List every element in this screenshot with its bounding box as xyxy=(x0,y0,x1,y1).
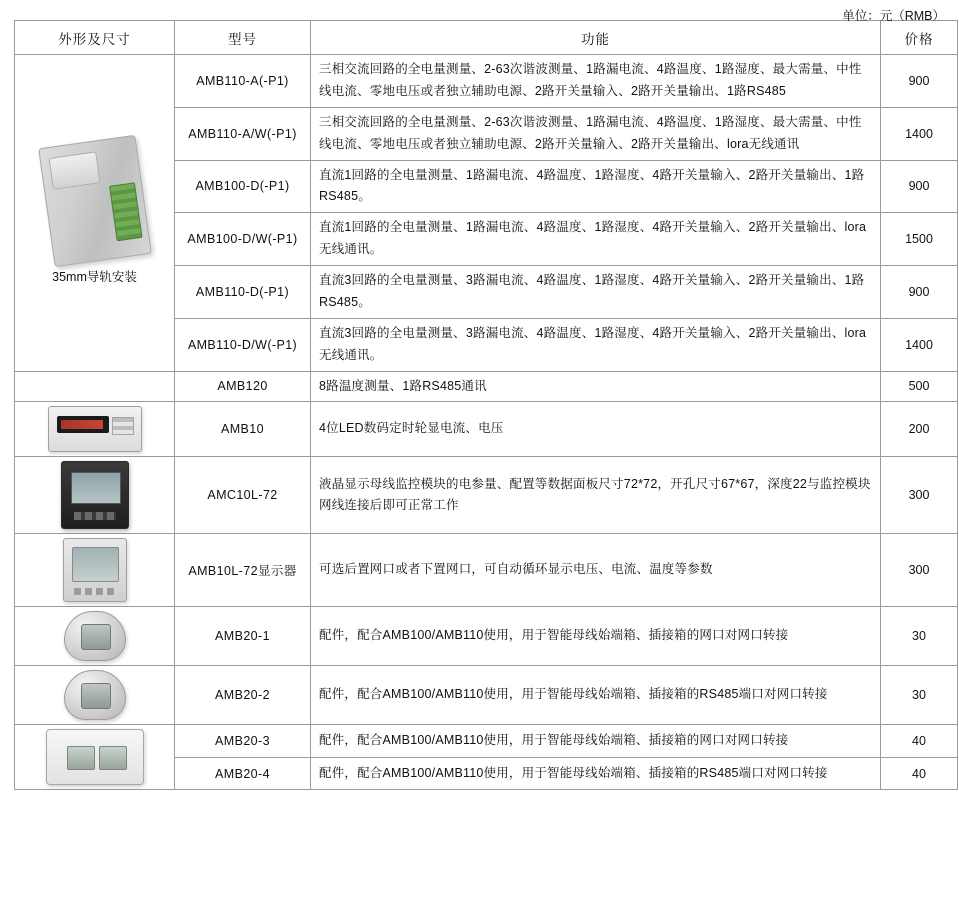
price-cell: 1400 xyxy=(881,318,958,371)
function-cell: 直流1回路的全电量测量、1路漏电流、4路温度、1路湿度、4路开关量输入、2路开关量输出、lora无线通讯。 xyxy=(311,213,881,266)
table-row xyxy=(15,402,958,457)
button-row-icon xyxy=(112,417,134,435)
round-adapter-icon xyxy=(64,611,126,661)
price-cell: 30 xyxy=(881,607,958,666)
function-cell: 直流1回路的全电量测量、1路漏电流、4路温度、1路湿度、4路开关量输入、2路开关量输出、1路RS485。 xyxy=(311,160,881,213)
model-cell: AMB110-A/W(-P1) xyxy=(175,107,311,160)
product-image-blank xyxy=(15,371,175,402)
product-image-round-adapter-1 xyxy=(15,607,175,666)
dual-port-box-icon xyxy=(46,729,144,785)
network-port-icon xyxy=(67,746,95,770)
model-cell: AMB120 xyxy=(175,371,311,402)
price-cell: 500 xyxy=(881,371,958,402)
model-cell: AMB20-2 xyxy=(175,666,311,725)
function-cell: 8路温度测量、1路RS485通讯 xyxy=(311,371,881,402)
product-image-led-panel-meter xyxy=(15,402,175,457)
table-row xyxy=(15,55,958,108)
table-row xyxy=(15,534,958,607)
price-cell: 40 xyxy=(881,757,958,790)
product-image-din-rail-module xyxy=(15,55,175,372)
model-cell: AMB10 xyxy=(175,402,311,457)
table-row xyxy=(15,607,958,666)
product-image-dark-lcd-meter xyxy=(15,457,175,534)
column-header-function: 功能 xyxy=(311,21,881,55)
function-cell: 配件，配合AMB100/AMB110使用，用于智能母线始端箱、插接箱的网口对网口转接 xyxy=(311,607,881,666)
function-cell: 4位LED数码定时轮显电流、电压 xyxy=(311,402,881,457)
product-image-light-lcd-meter xyxy=(15,534,175,607)
function-cell: 直流3回路的全电量测量、3路漏电流、4路温度、1路湿度、4路开关量输入、2路开关量输出、1路RS485。 xyxy=(311,266,881,319)
function-cell: 配件，配合AMB100/AMB110使用，用于智能母线始端箱、插接箱的RS485端口对网口转接 xyxy=(311,666,881,725)
table-row xyxy=(15,666,958,725)
price-cell: 1400 xyxy=(881,107,958,160)
model-cell: AMB20-4 xyxy=(175,757,311,790)
led-screen-icon xyxy=(57,416,109,433)
function-cell: 可选后置网口或者下置网口，可自动循环显示电压、电流、温度等参数 xyxy=(311,534,881,607)
function-cell: 配件，配合AMB100/AMB110使用，用于智能母线始端箱、插接箱的RS485端口对网口转接 xyxy=(311,757,881,790)
price-cell: 30 xyxy=(881,666,958,725)
table-row xyxy=(15,457,958,534)
light-lcd-meter-icon xyxy=(63,538,127,602)
model-cell: AMB10L-72显示器 xyxy=(175,534,311,607)
price-cell: 40 xyxy=(881,725,958,758)
price-cell: 900 xyxy=(881,55,958,108)
price-cell: 900 xyxy=(881,266,958,319)
network-port-icon xyxy=(99,746,127,770)
product-image-dual-port-box xyxy=(15,725,175,790)
dark-lcd-meter-icon xyxy=(61,461,129,529)
column-header-price: 价格 xyxy=(881,21,958,55)
model-cell: AMB110-D/W(-P1) xyxy=(175,318,311,371)
function-cell: 配件，配合AMB100/AMB110使用，用于智能母线始端箱、插接箱的网口对网口转接 xyxy=(311,725,881,758)
model-cell: AMB110-D(-P1) xyxy=(175,266,311,319)
price-cell: 1500 xyxy=(881,213,958,266)
model-cell: AMB110-A(-P1) xyxy=(175,55,311,108)
column-header-model: 型号 xyxy=(175,21,311,55)
table-header-row xyxy=(15,21,958,55)
din-rail-module-icon xyxy=(38,135,152,267)
product-image-round-adapter-2 xyxy=(15,666,175,725)
model-cell: AMB100-D/W(-P1) xyxy=(175,213,311,266)
function-cell: 液晶显示母线监控模块的电参量、配置等数据面板尺寸72*72，开孔尺寸67*67，深度22与监控模块网线连接后即可正常工作 xyxy=(311,457,881,534)
column-header-appearance: 外形及尺寸 xyxy=(15,21,175,55)
table-row xyxy=(15,371,958,402)
price-cell: 200 xyxy=(881,402,958,457)
model-cell: AMB100-D(-P1) xyxy=(175,160,311,213)
round-adapter-icon xyxy=(64,670,126,720)
led-panel-meter-icon xyxy=(48,406,142,452)
table-row xyxy=(15,725,958,758)
unit-label: 单位：元（RMB） xyxy=(842,9,945,23)
model-cell: AMB20-3 xyxy=(175,725,311,758)
price-cell: 300 xyxy=(881,457,958,534)
product-price-table xyxy=(14,20,958,790)
price-cell: 300 xyxy=(881,534,958,607)
model-cell: AMC10L-72 xyxy=(175,457,311,534)
price-cell: 900 xyxy=(881,160,958,213)
function-cell: 三相交流回路的全电量测量、2-63次谐波测量、1路漏电流、4路温度、1路湿度、最大需量、中性线电流、零地电压或者独立辅助电源、2路开关量输入、2路开关量输出、lora无线通讯 xyxy=(311,107,881,160)
function-cell: 三相交流回路的全电量测量、2-63次谐波测量、1路漏电流、4路温度、1路湿度、最大需量、中性线电流、零地电压或者独立辅助电源、2路开关量输入、2路开关量输出、1路RS485 xyxy=(311,55,881,108)
function-cell: 直流3回路的全电量测量、3路漏电流、4路温度、1路湿度、4路开关量输入、2路开关量输出、lora无线通讯。 xyxy=(311,318,881,371)
product-image-label: 35mm导轨安装 xyxy=(52,269,137,284)
model-cell: AMB20-1 xyxy=(175,607,311,666)
